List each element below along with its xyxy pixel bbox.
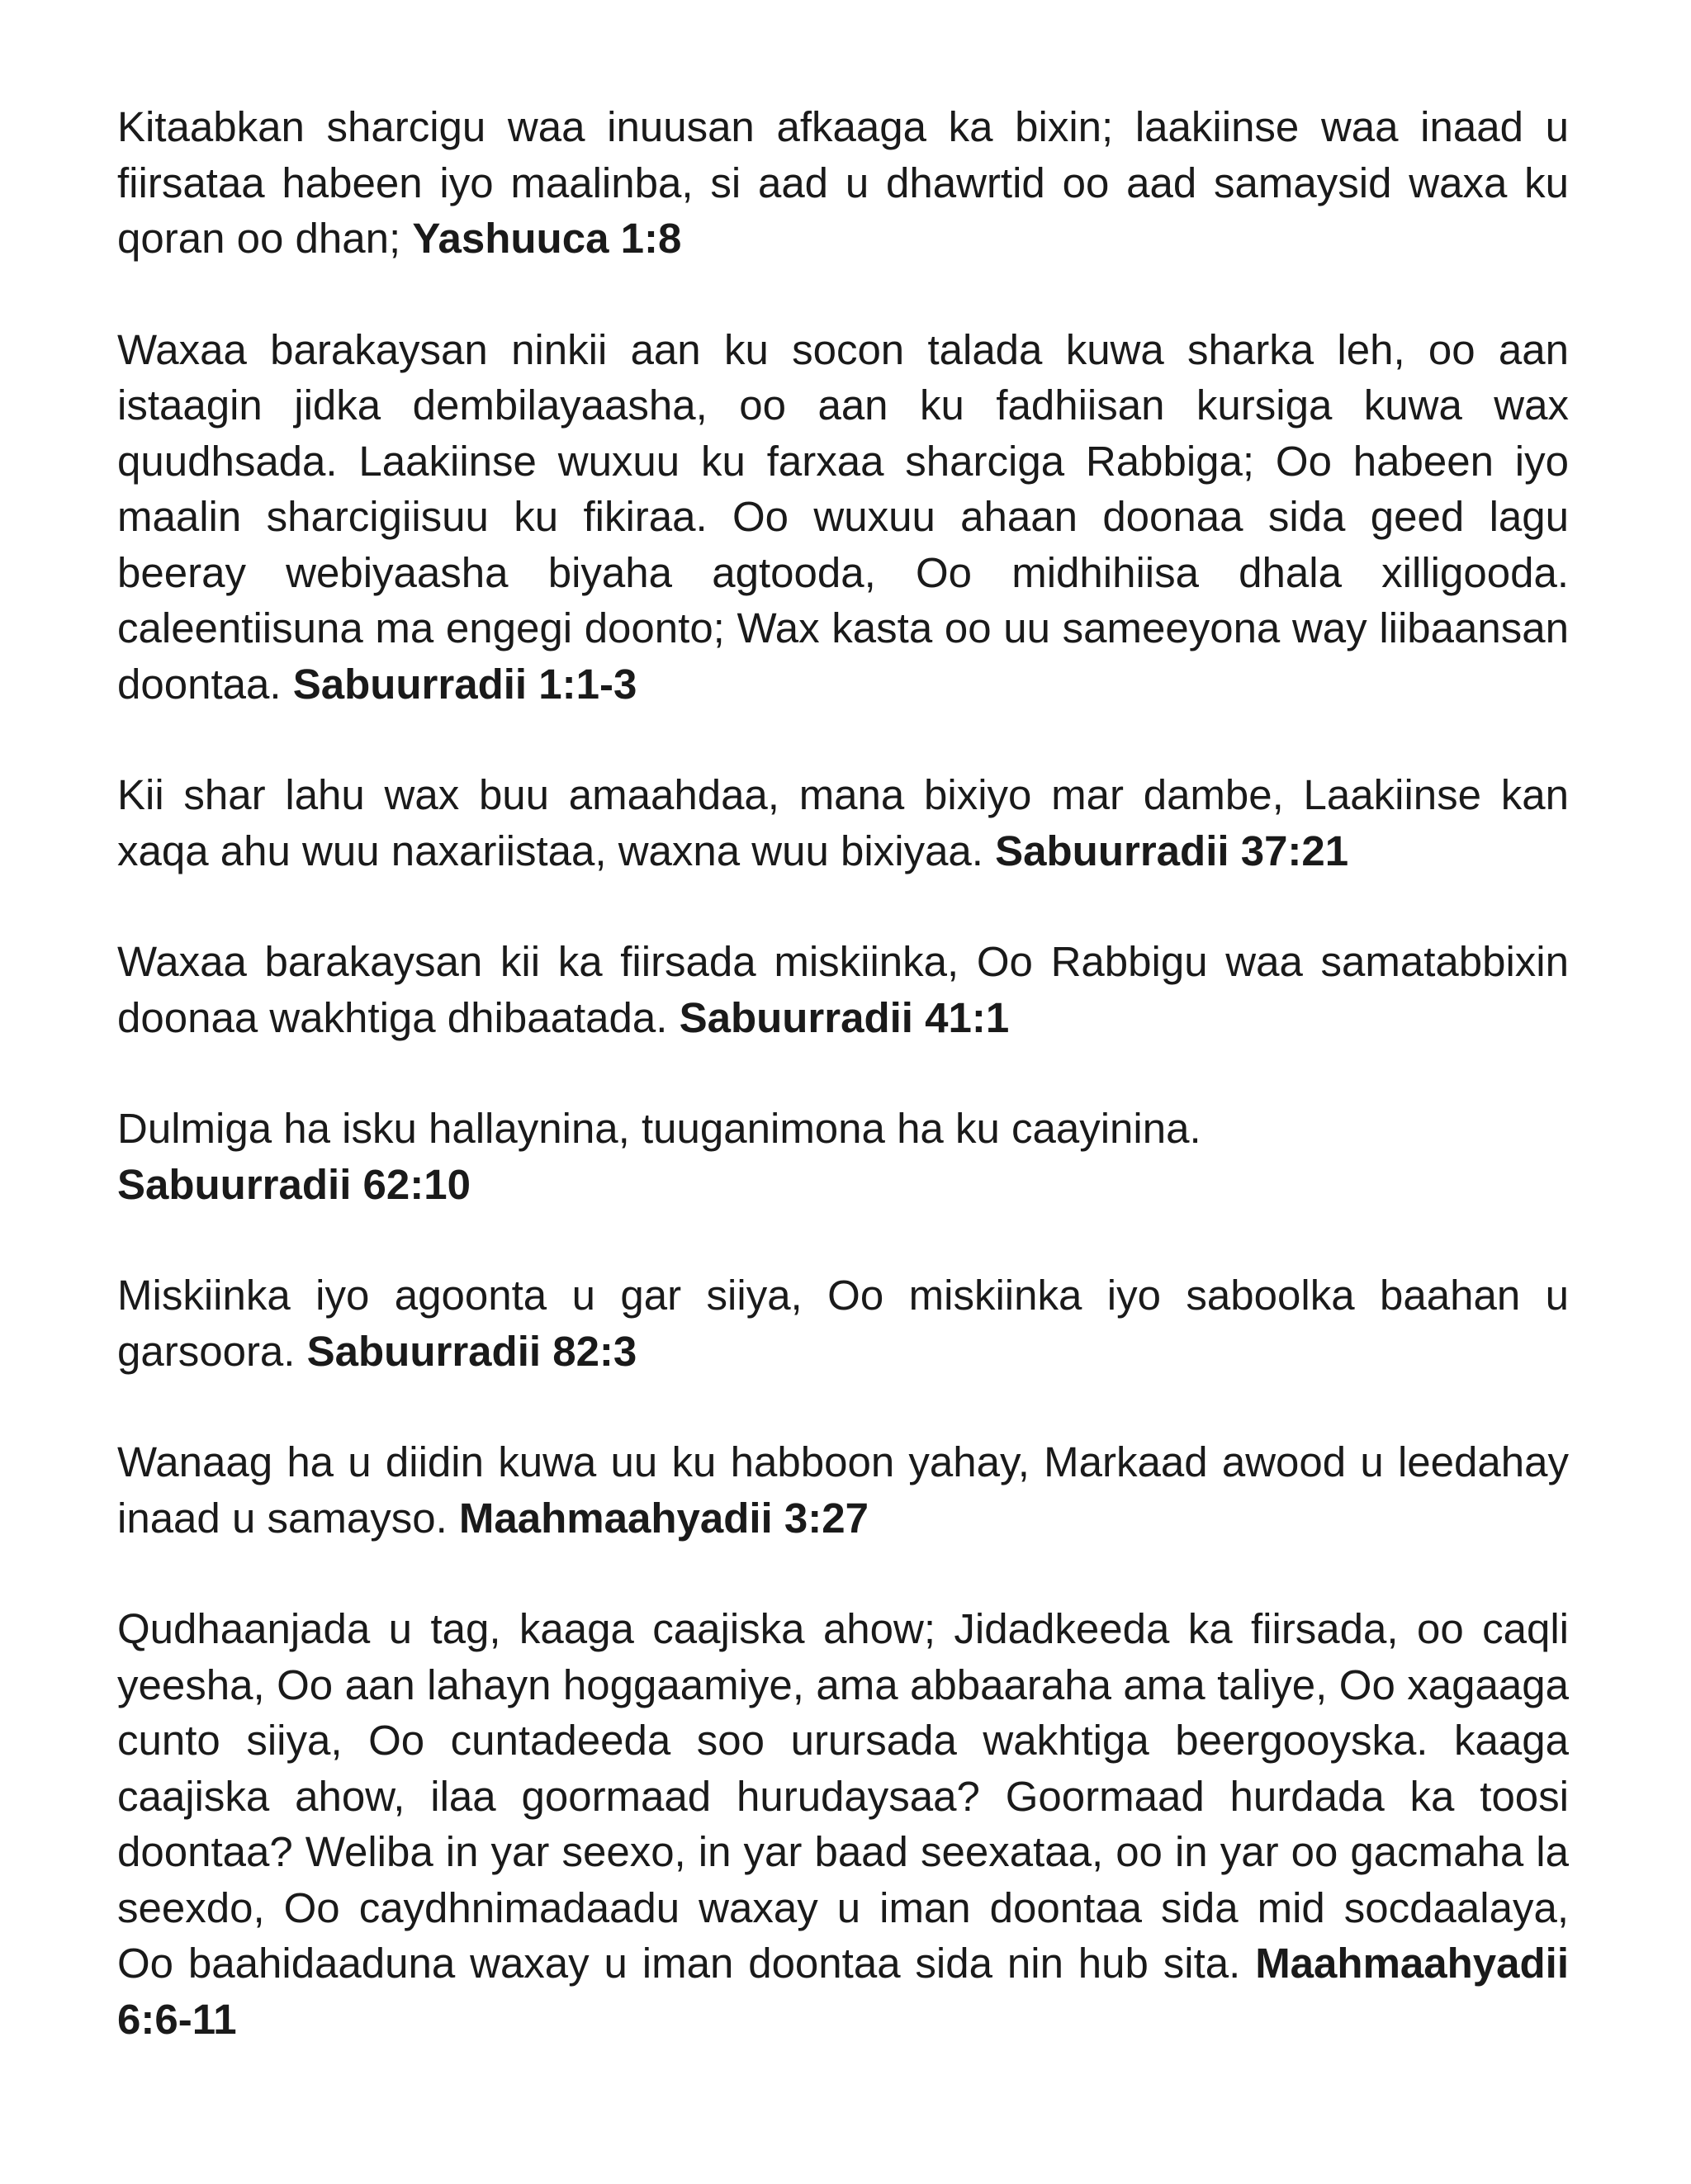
passage-text: Dulmiga ha isku hallaynina, tuuganimona ha ku caayinina. — [117, 1105, 1201, 1152]
verse-reference: Sabuurradii 41:1 — [679, 993, 1010, 1041]
passage-sabuurradii-37-21 — [117, 767, 1569, 879]
passage-text: Qudhaanjada u tag, kaaga caajiska ahow; Jidadkeeda ka fiirsada, oo caqli yeesha, Oo aan lahayn hoggaamiye, ama abbaaraha ama taliye, Oo xagaaga cunto siiya, Oo cuntadeeda soo urursada wakhtiga beergooyska. kaaga caajiska ahow, ilaa goormaad hurudaysaa? Goormaad hurdada ka toosi doontaa? Weliba in yar seexo, in yar baad seexataa, oo in yar oo gacmaha la seexdo, Oo caydhnimadaadu waxay u iman doontaa sida mid socdaalaya, Oo baahidaaduna waxay u iman doontaa sida nin hub sita. — [117, 1605, 1569, 1987]
verse-reference: Sabuurradii 37:21 — [995, 827, 1349, 874]
passage-text: Kitaabkan sharcigu waa inuusan afkaaga ka bixin; laakiinse waa inaad u fiirsataa habeen iyo maalinba, si aad u dhawrtid oo aad samaysid waxa ku qoran oo dhan; — [117, 103, 1569, 262]
passage-text: Miskiinka iyo agoonta u gar siiya, Oo miskiinka iyo saboolka baahan u garsoora. — [117, 1272, 1569, 1375]
verse-reference: Maahmaahyadii 3:27 — [458, 1494, 869, 1542]
scripture-page — [117, 99, 1569, 2102]
passage-text: Kii shar lahu wax buu amaahdaa, mana bixiyo mar dambe, Laakiinse kan xaqa ahu wuu naxariistaa, waxna wuu bixiyaa. — [117, 771, 1569, 874]
passage-text: Waxaa barakaysan ninkii aan ku socon talada kuwa sharka leh, oo aan istaagin jidka dembilayaasha, oo aan ku fadhiisan kursiga kuwa wax quudhsada. Laakiinse wuxuu ku farxaa sharciga Rabbiga; Oo habeen iyo maalin sharcigiisuu ku fikiraa. Oo wuxuu ahaan doonaa sida geed lagu beeray webiyaasha biyaha agtooda, Oo midhihiisa dhala xilligooda. caleentiisuna ma engegi doonto; Wax kasta oo uu sameeyona way liibaansan doontaa. — [117, 325, 1569, 708]
verse-reference: Sabuurradii 1:1-3 — [292, 660, 637, 708]
passage-sabuurradii-1-1-3 — [117, 322, 1569, 713]
passage-maahmaahyadii-3-27 — [117, 1434, 1569, 1546]
passage-text: Wanaag ha u diidin kuwa uu ku habboon yahay, Markaad awood u leedahay inaad u samayso. — [117, 1438, 1569, 1542]
passage-sabuurradii-82-3 — [117, 1267, 1569, 1379]
verse-reference: Maahmaahyadii 6:6-11 — [117, 1940, 1570, 2043]
passage-sabuurradii-62-10 — [117, 1101, 1569, 1212]
verse-reference: Yashuuca 1:8 — [412, 215, 682, 262]
verse-reference: Sabuurradii 62:10 — [117, 1160, 471, 1208]
passage-text: Waxaa barakaysan kii ka fiirsada miskiinka, Oo Rabbigu waa samatabbixin doonaa wakhtiga dhibaatada. — [117, 938, 1569, 1041]
verse-reference: Sabuurradii 82:3 — [306, 1327, 637, 1375]
passage-sabuurradii-41-1 — [117, 934, 1569, 1045]
passage-yashuuca-1-8 — [117, 99, 1569, 267]
passage-maahmaahyadii-6-6-11 — [117, 1601, 1569, 2047]
